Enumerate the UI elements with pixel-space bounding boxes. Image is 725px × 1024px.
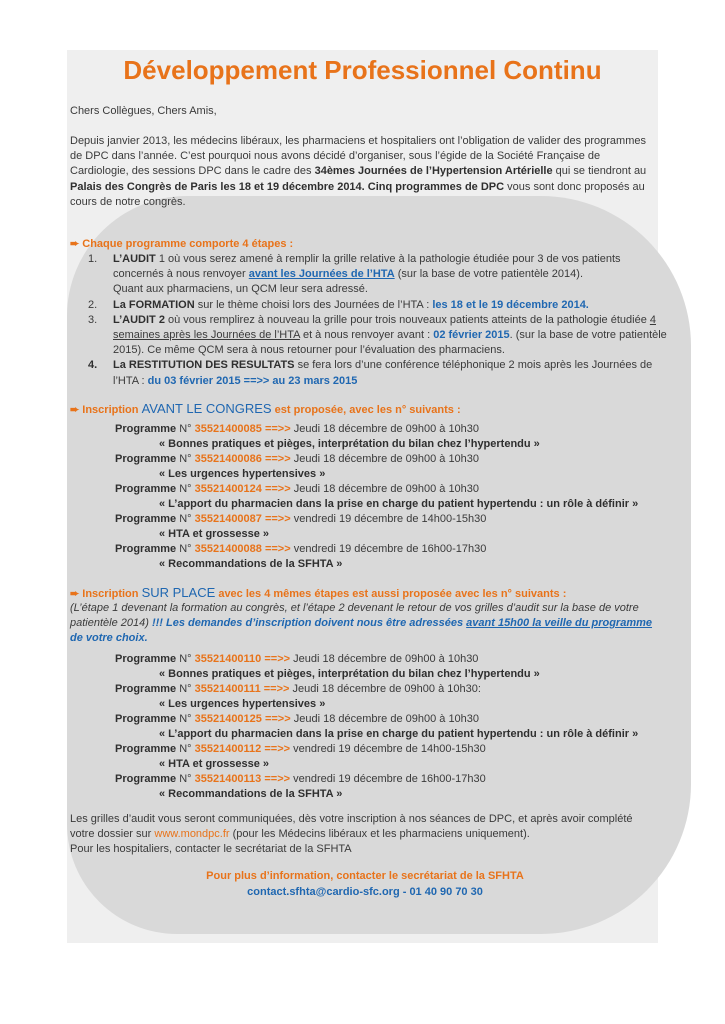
program-title: « HTA et grossesse »: [159, 758, 270, 770]
program-label: Programme: [115, 453, 177, 465]
program-title: « Bonnes pratiques et pièges, interprétation du bilan chez l’hypertendu »: [159, 438, 540, 450]
surplace-note: [70, 601, 660, 647]
program-label: Programme: [115, 743, 177, 755]
program-no: N°: [176, 453, 195, 465]
program-line: [115, 712, 675, 727]
intro-bold-2: Palais des Congrès de Paris les 18 et 19 décembre 2014. Cinq programmes de DPC: [70, 180, 505, 193]
program-line: [115, 422, 675, 437]
program-title: « L’apport du pharmacien dans la prise en charge du patient hypertendu : un rôle à définir »: [159, 498, 639, 510]
page-title: Développement Professionnel Continu: [123, 55, 602, 85]
step-title: L’AUDIT 2: [113, 313, 165, 326]
program-arrow: ==>>: [260, 683, 293, 695]
program-no: N°: [176, 743, 195, 755]
step-title: La RESTITUTION DES RESULTATS: [113, 359, 295, 372]
program-date: Jeudi 18 décembre de 09h00 à 10h30: [293, 713, 480, 725]
program-line: [115, 742, 675, 757]
program-code: 35521400113: [194, 773, 262, 785]
program-arrow: ==>>: [261, 543, 294, 555]
program-title: « Les urgences hypertensives »: [159, 698, 326, 710]
program-arrow: ==>>: [261, 653, 294, 665]
surplace-heading-suffix: avec les 4 mêmes étapes est aussi proposée avec les n° suivants :: [215, 588, 567, 600]
avant-heading-suffix: est proposée, avec les n° suivants :: [271, 404, 461, 416]
step-number: 1.: [88, 253, 98, 265]
program-date: Jeudi 18 décembre de 09h00 à 10h30:: [292, 683, 481, 695]
program-arrow: ==>>: [261, 513, 294, 525]
program-title: « Recommandations de la SFHTA »: [159, 558, 343, 570]
program-label: Programme: [115, 543, 177, 555]
program-no: N°: [176, 773, 195, 785]
program-date: Jeudi 18 décembre de 09h00 à 10h30: [293, 483, 480, 495]
program-line: [115, 452, 675, 467]
program-code: 35521400125: [194, 713, 262, 725]
mondpc-link[interactable]: www.mondpc.fr: [154, 828, 230, 841]
program-title: « Bonnes pratiques et pièges, interprétation du bilan chez l’hypertendu »: [159, 668, 540, 680]
program-label: Programme: [115, 713, 177, 725]
step-number: 3.: [88, 313, 98, 326]
footer-paragraph: [70, 812, 660, 858]
program-code: 35521400110: [194, 653, 262, 665]
program-line: [115, 652, 675, 667]
surplace-programs: [115, 652, 675, 802]
program-arrow: ==>>: [261, 743, 294, 755]
contact-details[interactable]: contact.sfhta@cardio-sfc.org - 01 40 90 70 30: [247, 885, 483, 898]
steps-list: [88, 252, 668, 389]
program-date: Jeudi 18 décembre de 09h00 à 10h30: [293, 423, 480, 435]
program-date: Jeudi 18 décembre de 09h00 à 10h30: [293, 453, 480, 465]
footer-text: Pour les hospitaliers, contacter le secrétariat de la SFHTA: [70, 843, 352, 856]
surplace-note-text: (L’étape 1 devenant la formation au congrès, et l’étape 2 devenant le retour de vos grilles d’audit sur la base de votre patientèle 2014): [70, 602, 639, 630]
step-item: [88, 358, 668, 388]
program-arrow: ==>>: [261, 423, 294, 435]
step-text: Quant aux pharmaciens, un QCM leur sera adressé.: [113, 283, 368, 296]
steps-heading: ➨ Chaque programme comporte 4 étapes :: [70, 238, 294, 250]
program-no: N°: [176, 423, 195, 435]
program-date: Jeudi 18 décembre de 09h00 à 10h30: [293, 653, 479, 665]
program-title: « Recommandations de la SFHTA »: [159, 788, 343, 800]
step-text: sur le thème choisi lors des Journées de l’HTA :: [194, 298, 433, 311]
intro-text-1: Depuis janvier 2013, les médecins libéraux, les pharmaciens et hospitaliers ont l’obligation de valider des programmes de DPC dans l’année. C’est pourquoi nous avons décidé d’organiser, sous l’égide de la Société Française de Cardiologie, des sessions DPC dans le cadre des: [70, 135, 646, 178]
surplace-note-deadline: avant 15h00 la veille du programme: [466, 617, 653, 630]
avant-programs: [115, 422, 675, 572]
step-highlight: 02 février 2015: [433, 329, 510, 342]
program-no: N°: [176, 713, 195, 725]
program-label: Programme: [115, 773, 177, 785]
program-label: Programme: [115, 653, 177, 665]
program-line: [115, 542, 675, 557]
program-line: [115, 772, 675, 787]
intro-text-3: vous sont donc proposés au cours de notre congrès.: [70, 180, 645, 208]
program-code: 35521400085: [194, 423, 262, 435]
contact-heading: Pour plus d’information, contacter le secrétariat de la SFHTA: [206, 870, 524, 882]
program-arrow: ==>>: [261, 713, 294, 725]
step-title: La FORMATION: [113, 298, 195, 311]
program-no: N°: [176, 683, 195, 695]
program-label: Programme: [115, 423, 177, 435]
footer-text: Les grilles d’audit vous seront communiquées, dès votre inscription à nos séances de DPC, et après avoir complété votre dossier sur: [70, 813, 633, 841]
step-item: [88, 298, 668, 313]
step-number: 4.: [88, 359, 98, 372]
surplace-heading-highlight: SUR PLACE: [141, 585, 216, 600]
program-title: « Les urgences hypertensives »: [159, 468, 326, 480]
step-text: se fera lors d’une conférence téléphonique 2 mois après les Journées de l’HTA :: [113, 359, 653, 387]
program-code: 35521400086: [194, 453, 262, 465]
avant-heading-prefix: ➨ Inscription: [70, 404, 142, 416]
program-line: [115, 482, 675, 497]
surplace-heading-prefix: ➨ Inscription: [70, 588, 142, 600]
step-highlight: les 18 et le 19 décembre 2014.: [432, 298, 589, 311]
step-number: 2.: [88, 298, 98, 311]
program-no: N°: [176, 543, 195, 555]
program-title: « HTA et grossesse »: [159, 528, 270, 540]
program-arrow: ==>>: [261, 453, 294, 465]
program-arrow: ==>>: [261, 483, 294, 495]
avant-heading-highlight: AVANT LE CONGRES: [141, 401, 272, 416]
program-label: Programme: [115, 513, 177, 525]
intro-text-2: qui se tiendront au: [552, 165, 647, 178]
program-date: vendredi 19 décembre de 14h00-15h30: [293, 513, 487, 525]
avant-heading: [70, 401, 660, 418]
step-text: et à nous renvoyer avant :: [299, 329, 434, 342]
program-date: vendredi 19 décembre de 16h00-17h30: [293, 773, 486, 785]
program-no: N°: [176, 513, 195, 525]
program-no: N°: [176, 653, 195, 665]
surplace-note-warning: !!! Les demandes d’inscription doivent nous être adressées: [151, 617, 467, 630]
program-label: Programme: [115, 683, 177, 695]
intro-paragraph: [70, 134, 660, 210]
step-highlight: du 03 février 2015 ==>> au 23 mars 2015: [147, 374, 358, 387]
program-line: [115, 512, 675, 527]
program-arrow: ==>>: [261, 773, 294, 785]
greeting: Chers Collègues, Chers Amis,: [70, 105, 217, 117]
program-code: 35521400088: [194, 543, 262, 555]
program-line: [115, 682, 675, 697]
step-item: [88, 313, 668, 359]
program-label: Programme: [115, 483, 177, 495]
surplace-heading: [70, 585, 660, 602]
step-text: (sur la base de votre patientèle 2014).: [394, 268, 583, 281]
program-date: vendredi 19 décembre de 16h00-17h30: [293, 543, 487, 555]
surplace-note-end: de votre choix.: [70, 632, 148, 645]
contact-block: [70, 869, 660, 900]
program-code: 35521400112: [194, 743, 262, 755]
step-item: [88, 252, 668, 298]
program-code: 35521400124: [194, 483, 262, 495]
program-code: 35521400111: [194, 683, 261, 695]
program-date: vendredi 19 décembre de 14h00-15h30: [293, 743, 486, 755]
step-text: 1 où vous serez amené à remplir la grille relative à la pathologie étudiée pour 3 de vos patients concernés à nous renvoyer: [113, 253, 621, 281]
program-title: « L’apport du pharmacien dans la prise en charge du patient hypertendu : un rôle à définir »: [159, 728, 639, 740]
step-underlined: 4 semaines après les Journées de l’HTA: [113, 313, 656, 342]
footer-text: (pour les Médecins libéraux et les pharmaciens uniquement).: [229, 828, 530, 841]
program-no: N°: [176, 483, 195, 495]
intro-bold-1: 34èmes Journées de l’Hypertension Artérielle: [314, 165, 553, 178]
step-title: L’AUDIT: [113, 253, 156, 265]
step-underlined: avant les Journées de l’HTA: [248, 268, 395, 281]
step-text: où vous remplirez à nouveau la grille pour trois nouveaux patients atteints de la pathologie étudiée: [164, 313, 650, 326]
step-text: . (sur la base de votre patientèle 2015). Ce même QCM sera à nous retourner pour l’évaluation des pharmaciens.: [113, 329, 667, 357]
program-code: 35521400087: [194, 513, 262, 525]
